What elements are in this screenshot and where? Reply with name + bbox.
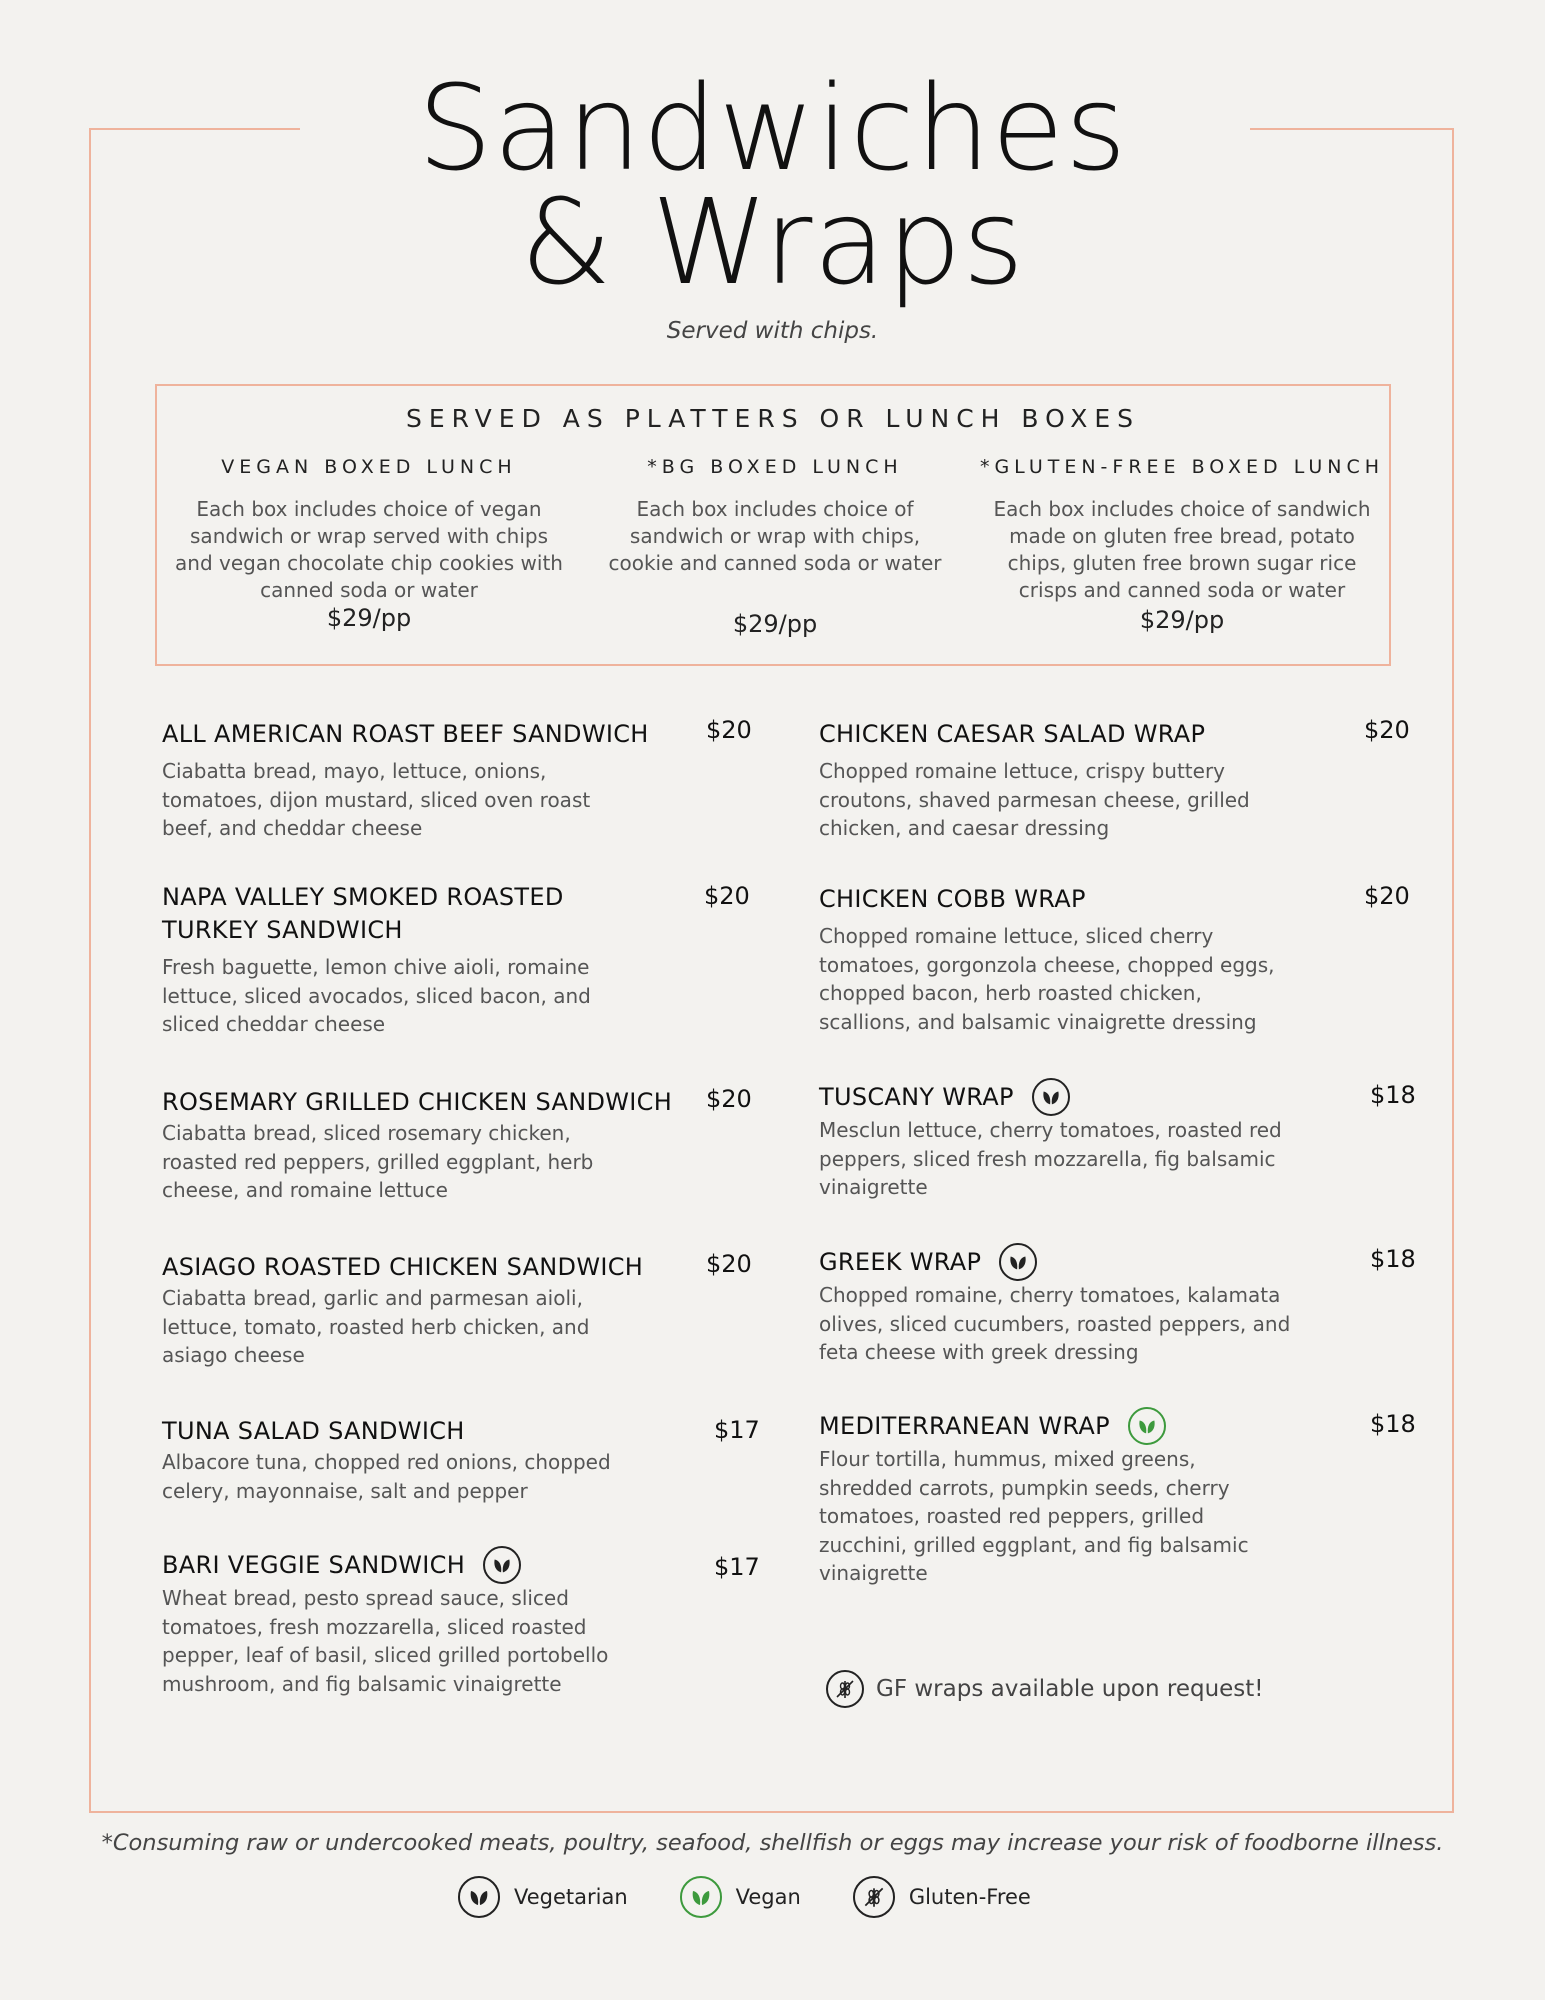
- menu-item: [819, 883, 1289, 1036]
- menu-item: [162, 1086, 692, 1205]
- menu-item-name: ASIAGO ROASTED CHICKEN SANDWICH: [162, 1253, 644, 1281]
- boxed-lunch-title: *BG BOXED LUNCH: [647, 456, 903, 478]
- boxed-lunch-title: VEGAN BOXED LUNCH: [221, 456, 517, 478]
- menu-item-name: NAPA VALLEY SMOKED ROASTED TURKEY SANDWICH: [162, 883, 564, 944]
- vegetarian-icon: [483, 1546, 521, 1584]
- menu-item-name: TUNA SALAD SANDWICH: [162, 1417, 465, 1445]
- boxed-lunch-title: *GLUTEN-FREE BOXED LUNCH: [979, 456, 1385, 478]
- menu-item-name: ALL AMERICAN ROAST BEEF SANDWICH: [162, 720, 649, 748]
- legend-item-gluten-free: [853, 1876, 1031, 1918]
- menu-item-description: Flour tortilla, hummus, mixed greens, shredded carrots, pumpkin seeds, cherry tomatoes, roasted red peppers, grilled zucchini, grilled eggplant, and fig balsamic vinaigrette: [819, 1447, 1249, 1585]
- menu-item-description: Albacore tuna, chopped red onions, chopped celery, mayonnaise, salt and pepper: [162, 1450, 611, 1503]
- menu-item-name: ROSEMARY GRILLED CHICKEN SANDWICH: [162, 1088, 673, 1116]
- legend-label: Vegan: [735, 1885, 801, 1909]
- menu-item: [162, 1251, 682, 1370]
- gluten-free-icon: [853, 1876, 895, 1918]
- menu-item-description: Chopped romaine, cherry tomatoes, kalamata olives, sliced cucumbers, roasted peppers, and feta cheese with greek dressing: [819, 1283, 1291, 1364]
- menu-item-price: $18: [1370, 1410, 1416, 1438]
- menu-item: [819, 1078, 1299, 1202]
- menu-item: [819, 1407, 1299, 1588]
- menu-item-price: $18: [1370, 1081, 1416, 1109]
- menu-subtitle: Served with chips.: [666, 318, 879, 344]
- legend-item-vegetarian: [458, 1876, 628, 1918]
- menu-item-description: Ciabatta bread, mayo, lettuce, onions, tomatoes, dijon mustard, sliced oven roast beef, and cheddar cheese: [162, 759, 591, 840]
- boxed-lunch-price: $29/pp: [732, 610, 818, 638]
- boxed-lunch-description: Each box includes choice of sandwich made on gluten free bread, potato chips, gluten free brown sugar rice crisps and canned soda or water: [993, 497, 1371, 602]
- menu-item-price: $20: [706, 1250, 752, 1278]
- menu-item: [162, 881, 662, 1039]
- menu-item-price: $20: [1364, 882, 1410, 910]
- boxed-lunch-vegan: [169, 456, 569, 632]
- boxed-lunch-description: Each box includes choice of sandwich or wrap with chips, cookie and canned soda or water: [608, 497, 942, 575]
- menu-item-price: $18: [1370, 1245, 1416, 1273]
- boxed-lunch-price: $29/pp: [1139, 606, 1225, 634]
- food-safety-disclaimer: *Consuming raw or undercooked meats, poultry, seafood, shellfish or eggs may increase your risk of foodborne illness.: [101, 1830, 1444, 1856]
- menu-item-description: Fresh baguette, lemon chive aioli, romaine lettuce, sliced avocados, sliced bacon, and sliced cheddar cheese: [162, 955, 591, 1036]
- menu-item-description: Ciabatta bread, garlic and parmesan aioli, lettuce, tomato, roasted herb chicken, and asiago cheese: [162, 1286, 590, 1367]
- boxed-lunch-bg: [575, 456, 975, 638]
- boxed-lunch-description: Each box includes choice of vegan sandwich or wrap served with chips and vegan chocolate chip cookies with canned soda or water: [175, 497, 563, 602]
- menu-item-description: Chopped romaine lettuce, crispy buttery croutons, shaved parmesan cheese, grilled chicken, and caesar dressing: [819, 759, 1250, 840]
- menu-item-description: Ciabatta bread, sliced rosemary chicken, roasted red peppers, grilled eggplant, herb cheese, and romaine lettuce: [162, 1121, 594, 1202]
- menu-item: [162, 718, 672, 843]
- boxed-lunch-gluten-free: [977, 456, 1387, 634]
- boxed-lunch-price: $29/pp: [326, 604, 412, 632]
- vegetarian-icon: [1032, 1078, 1070, 1116]
- menu-item-name: TUSCANY WRAP: [819, 1078, 1299, 1116]
- vegan-icon: [1128, 1407, 1166, 1445]
- menu-item-price: $20: [704, 882, 750, 910]
- menu-item-name: BARI VEGGIE SANDWICH: [162, 1546, 682, 1584]
- menu-item-price: $20: [706, 716, 752, 744]
- menu-item-price: $17: [714, 1553, 760, 1581]
- legend-label: Vegetarian: [514, 1885, 628, 1909]
- platters-box: [155, 384, 1391, 666]
- menu-title-line1: Sandwiches: [417, 59, 1128, 197]
- menu-item-name: GREEK WRAP: [819, 1243, 1299, 1281]
- menu-item-description: Wheat bread, pesto spread sauce, sliced tomatoes, fresh mozzarella, sliced roasted pepper, leaf of basil, sliced grilled portobello mushroom, and fig balsamic vinaigrette: [162, 1586, 609, 1696]
- menu-item-price: $17: [714, 1416, 760, 1444]
- dietary-legend: [458, 1876, 1083, 1918]
- menu-title-line2: & Wraps: [519, 173, 1026, 311]
- menu-item-description: Chopped romaine lettuce, sliced cherry tomatoes, gorgonzola cheese, chopped eggs, chopped bacon, herb roasted chicken, scallions, and balsamic vinaigrette dressing: [819, 924, 1275, 1034]
- menu-item: [819, 718, 1289, 843]
- menu-item-price: $20: [706, 1085, 752, 1113]
- gf-wraps-note: [826, 1670, 1264, 1708]
- legend-item-vegan: [680, 1876, 801, 1918]
- menu-item: [162, 1546, 682, 1698]
- platters-heading: SERVED AS PLATTERS OR LUNCH BOXES: [406, 404, 1140, 433]
- gf-wraps-note-text: GF wraps available upon request!: [876, 1676, 1264, 1702]
- legend-label: Gluten-Free: [908, 1885, 1031, 1909]
- menu-item-price: $20: [1364, 716, 1410, 744]
- menu-item: [162, 1415, 682, 1505]
- vegetarian-icon: [999, 1243, 1037, 1281]
- gluten-free-icon: [826, 1670, 864, 1708]
- vegan-icon: [680, 1876, 722, 1918]
- menu-item-description: Mesclun lettuce, cherry tomatoes, roasted red peppers, sliced fresh mozzarella, fig balsamic vinaigrette: [819, 1118, 1282, 1199]
- menu-item-name: CHICKEN COBB WRAP: [819, 885, 1086, 913]
- vegetarian-icon: [458, 1876, 500, 1918]
- menu-item-name: MEDITERRANEAN WRAP: [819, 1407, 1299, 1445]
- menu-item: [819, 1243, 1299, 1367]
- menu-item-name: CHICKEN CAESAR SALAD WRAP: [819, 720, 1206, 748]
